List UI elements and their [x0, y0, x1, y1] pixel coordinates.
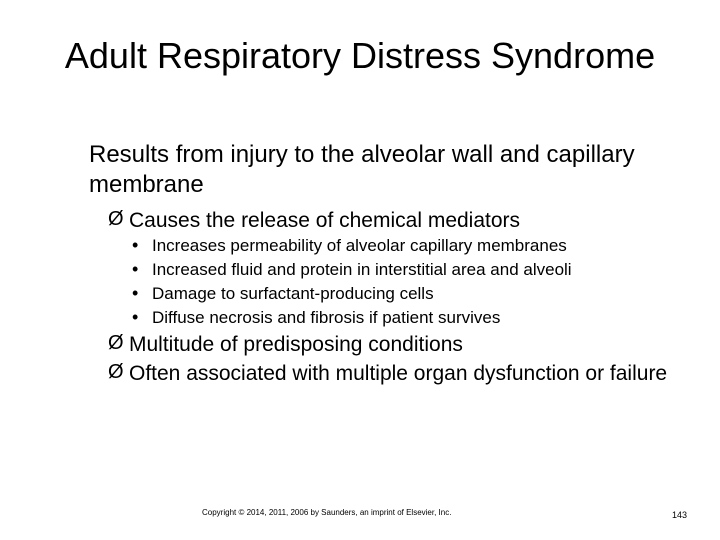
main-bullet-text: Results from injury to the alveolar wall and capillary membrane: [89, 141, 635, 198]
slide-title: Adult Respiratory Distress Syndrome: [64, 35, 656, 76]
detail-item: [132, 281, 692, 305]
copyright-notice: Copyright © 2014, 2011, 2006 by Saunders, an imprint of Elsevier, Inc.: [202, 508, 452, 517]
arrow-bullet-icon: Ø: [108, 332, 124, 354]
dot-bullet-icon: •: [132, 235, 139, 255]
page-number: 143: [672, 510, 688, 520]
detail-item: [132, 305, 692, 329]
dot-bullet-icon: •: [132, 283, 139, 303]
dot-bullet-icon: •: [132, 307, 139, 327]
sub-bullet-text: Causes the release of chemical mediators: [129, 209, 521, 232]
arrow-bullet-icon: Ø: [108, 361, 124, 383]
dot-bullet-icon: •: [132, 259, 139, 279]
arrow-bullet-icon: Ø: [108, 208, 124, 230]
detail-item-text: Increases permeability of alveolar capillary membranes: [152, 236, 567, 255]
detail-item-text: Diffuse necrosis and fibrosis if patient survives: [152, 308, 501, 327]
detail-item-text: Damage to surfactant-producing cells: [152, 284, 434, 303]
detail-item-text: Increased fluid and protein in interstitial area and alveoli: [152, 260, 572, 279]
detail-item: [132, 233, 692, 257]
sub-bullet-text: Multitude of predisposing conditions: [129, 333, 463, 356]
detail-item: [132, 257, 692, 281]
sub-bullet-text: Often associated with multiple organ dysfunction or failure: [129, 362, 668, 385]
